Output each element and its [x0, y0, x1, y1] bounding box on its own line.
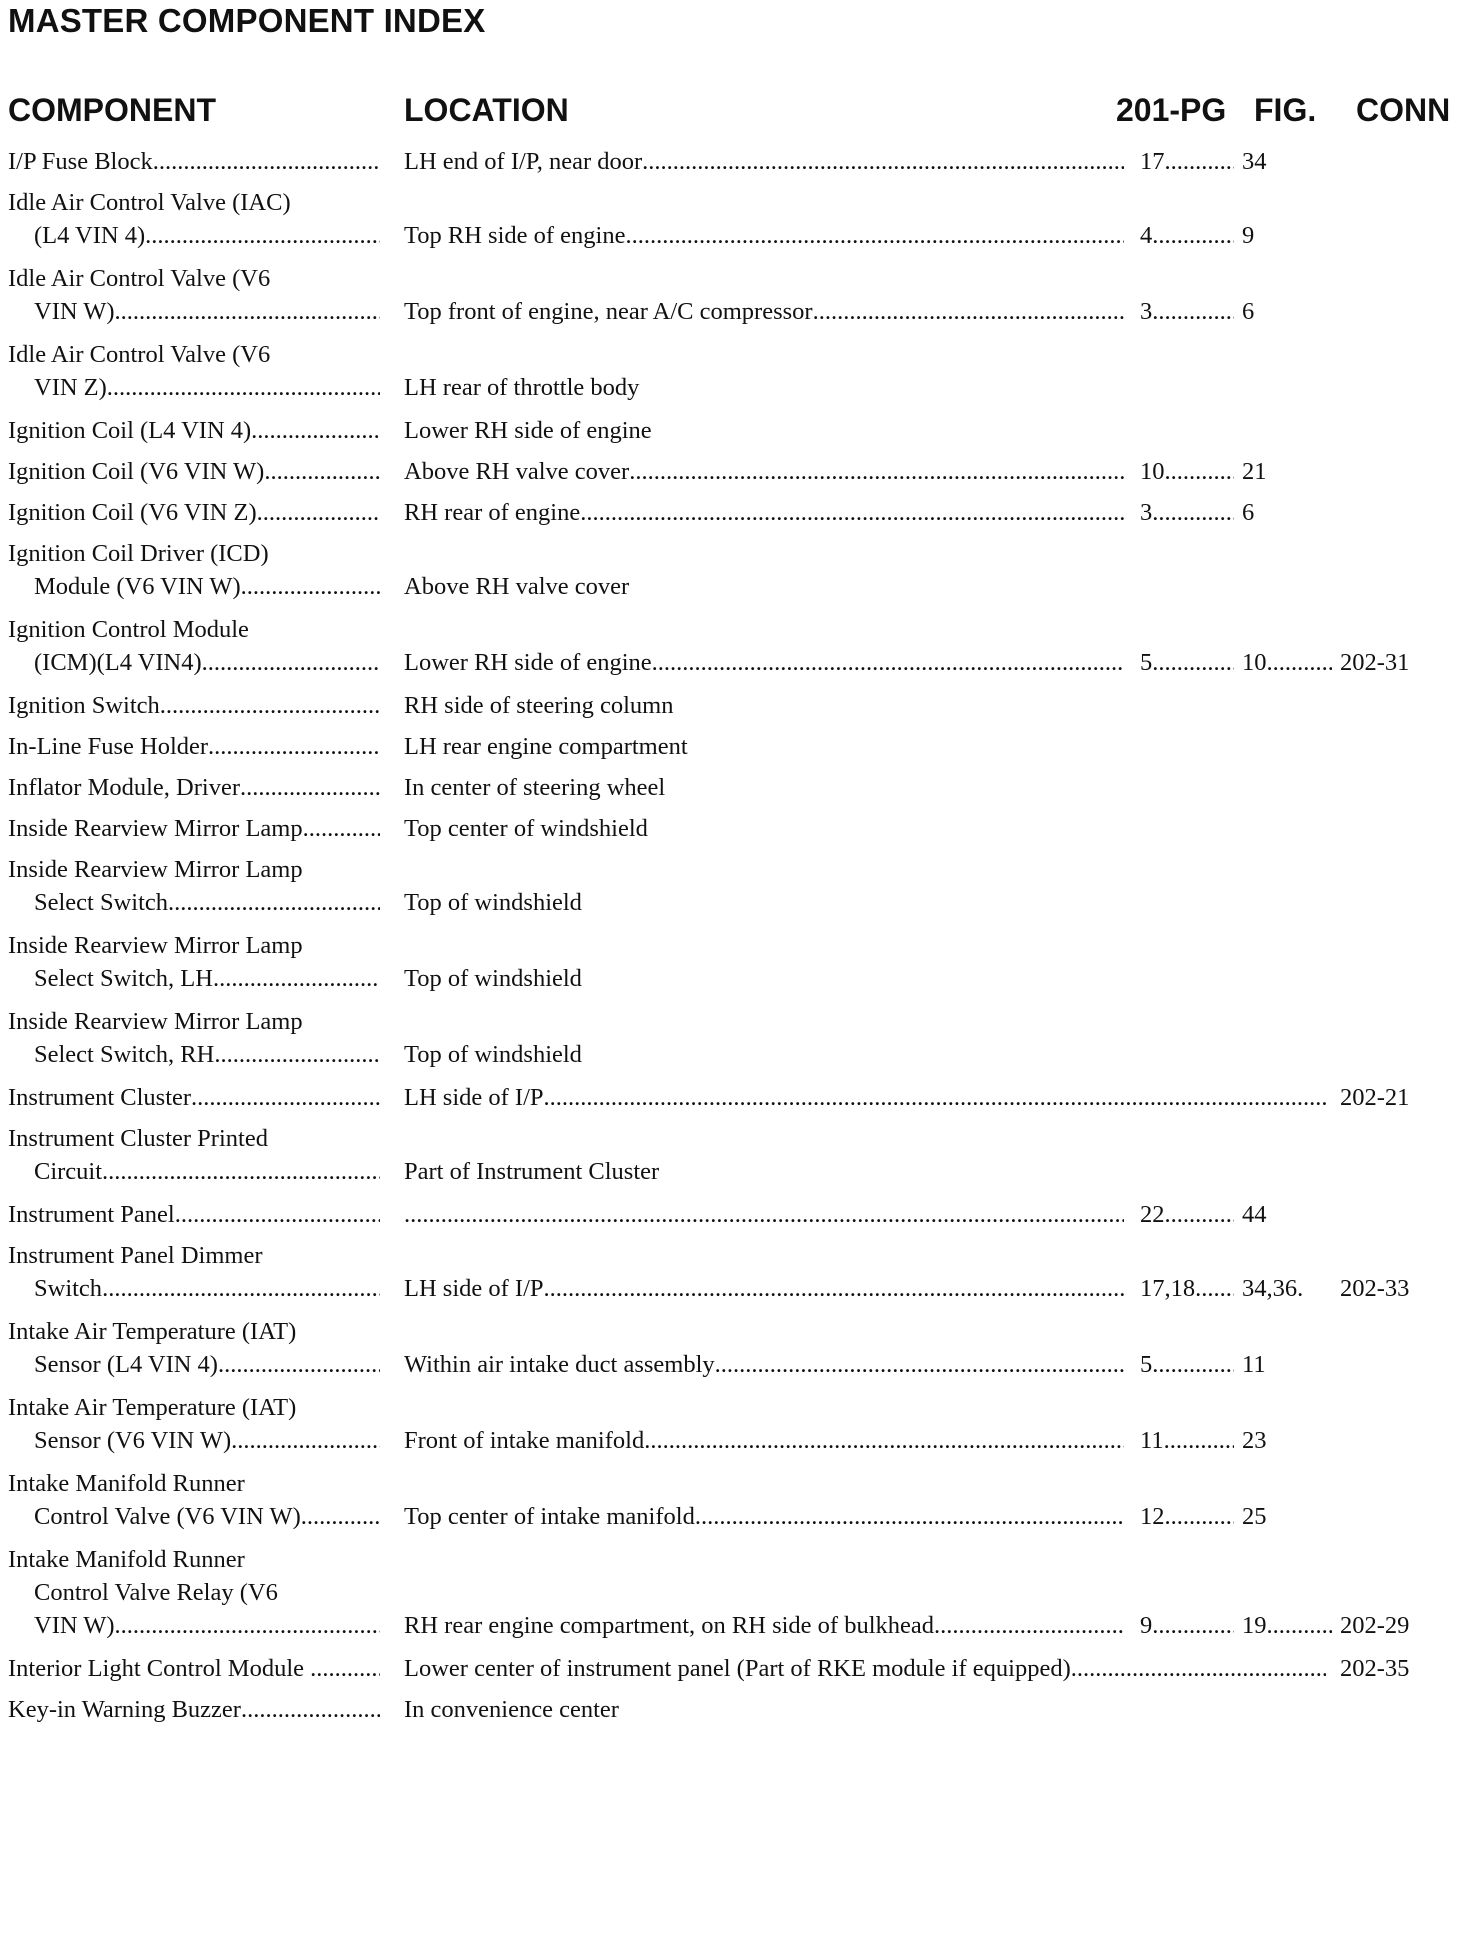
figure-ref: 23 — [1242, 1427, 1267, 1454]
location-cell — [404, 1158, 659, 1186]
component-line: Control Valve (V6 VIN W)... — [34, 1503, 320, 1530]
component-name — [34, 374, 380, 402]
location-text: Above RH valve cover — [404, 458, 630, 485]
location-cell — [404, 573, 629, 601]
dot-leader — [213, 965, 380, 993]
component-name — [34, 298, 380, 326]
figure-ref: 9 — [1242, 222, 1255, 249]
table-row — [0, 1242, 1472, 1308]
component-name — [8, 692, 380, 720]
dot-leader — [264, 458, 380, 486]
column-header-conn: CONN — [1356, 92, 1451, 128]
component-name — [8, 815, 380, 843]
table-row — [0, 1696, 1472, 1729]
table-row — [0, 417, 1472, 450]
dot-leader — [580, 499, 1124, 527]
page-ref: 4 — [1140, 222, 1153, 249]
location-cell — [404, 148, 1124, 176]
component-line: Ignition Control Module — [8, 616, 249, 643]
page-ref: 3 — [1140, 298, 1153, 325]
dot-leader — [191, 1084, 380, 1112]
connector-ref: 202-35 — [1340, 1655, 1410, 1682]
dot-leader — [1152, 649, 1234, 677]
dot-leader — [1152, 298, 1234, 326]
location-cell — [404, 1696, 619, 1724]
table-row — [0, 856, 1472, 922]
page-ref: 11 — [1140, 1427, 1164, 1454]
dot-leader — [544, 1084, 1327, 1112]
component-name — [34, 1612, 380, 1640]
dot-leader — [544, 1275, 1125, 1303]
dot-leader — [231, 1427, 380, 1455]
component-name — [34, 649, 380, 677]
table-row — [0, 1394, 1472, 1460]
component-line: Circuit — [34, 1158, 103, 1185]
component-line: Instrument Panel Dimmer — [8, 1242, 263, 1269]
figure-ref: 19 — [1242, 1612, 1267, 1639]
dot-leader — [160, 692, 380, 720]
table-row — [0, 499, 1472, 532]
dot-leader — [629, 458, 1124, 486]
component-line: Select Switch, RH — [34, 1041, 215, 1068]
location-text: LH end of I/P, near door — [404, 148, 643, 175]
column-header-fig: FIG. — [1254, 92, 1317, 128]
component-line: Ignition Switch — [8, 692, 160, 719]
dot-leader — [102, 1275, 380, 1303]
table-row — [0, 189, 1472, 255]
location-cell — [404, 649, 1124, 677]
location-cell — [404, 889, 582, 917]
location-text: In center of steering wheel — [404, 774, 666, 801]
dot-leader — [240, 774, 380, 802]
component-name — [34, 1503, 380, 1531]
location-text: Top front of engine, near A/C compressor — [404, 298, 813, 325]
location-cell — [404, 733, 688, 761]
location-cell — [404, 298, 1124, 326]
component-line: Key-in Warning Buzzer — [8, 1696, 241, 1723]
dot-leader — [145, 222, 380, 250]
location-text: Within air intake duct assembly — [404, 1351, 715, 1378]
dot-leader — [652, 649, 1124, 677]
component-line: Instrument Cluster Printed — [8, 1125, 268, 1152]
location-text: Top center of intake manifold — [404, 1503, 695, 1530]
dot-leader — [1152, 222, 1234, 250]
location-cell — [404, 1041, 582, 1069]
component-name — [34, 1427, 380, 1455]
dot-leader — [214, 1041, 380, 1069]
component-line: In-Line Fuse Holder — [8, 733, 209, 760]
page-ref-cell — [1140, 649, 1234, 677]
dot-leader — [1071, 1655, 1326, 1683]
figure-ref-cell — [1242, 458, 1267, 486]
component-line: Inside Rearview Mirror Lamp — [8, 1008, 303, 1035]
table-row — [0, 932, 1472, 998]
location-text: Top center of windshield — [404, 815, 648, 842]
component-line: Inflator Module, Driver — [8, 774, 240, 801]
page-ref: 9 — [1140, 1612, 1153, 1639]
component-line: Instrument Panel — [8, 1201, 175, 1228]
dot-leader — [115, 298, 380, 326]
component-line: (ICM)(L4 VIN4) — [34, 649, 202, 676]
component-name — [8, 1201, 380, 1229]
location-cell — [404, 499, 1124, 527]
dot-leader — [1152, 1612, 1234, 1640]
dot-leader — [322, 1655, 380, 1683]
location-text: Part of Instrument Cluster — [404, 1158, 660, 1185]
dot-leader — [1165, 458, 1235, 486]
page-ref: 5 — [1140, 649, 1153, 676]
page-ref-cell — [1140, 458, 1234, 486]
table-row — [0, 1125, 1472, 1191]
component-name — [34, 573, 380, 601]
figure-ref: 10 — [1242, 649, 1267, 676]
table-row — [0, 265, 1472, 331]
figure-ref-cell — [1242, 1612, 1332, 1640]
location-cell — [404, 417, 652, 445]
figure-ref-cell — [1242, 298, 1254, 326]
page-ref-cell — [1140, 1275, 1234, 1303]
table-row — [0, 692, 1472, 725]
component-name — [34, 1041, 380, 1069]
figure-ref-cell — [1242, 499, 1254, 527]
component-line: (L4 VIN 4) — [34, 222, 146, 249]
component-name — [34, 1351, 380, 1379]
dot-leader — [715, 1351, 1124, 1379]
table-row — [0, 1318, 1472, 1384]
page-ref: 17 — [1140, 148, 1165, 175]
location-text: Front of intake manifold — [404, 1427, 645, 1454]
figure-ref: 34 — [1242, 148, 1267, 175]
location-cell — [404, 1275, 1124, 1303]
table-row — [0, 458, 1472, 491]
component-line: Idle Air Control Valve (IAC) — [8, 189, 291, 216]
dot-leader — [1152, 499, 1234, 527]
component-name — [8, 499, 380, 527]
location-cell — [404, 965, 582, 993]
dot-leader — [1152, 1351, 1234, 1379]
connector-ref: 202-29 — [1340, 1612, 1410, 1639]
location-text: LH rear of throttle body — [404, 374, 640, 401]
table-row — [0, 1084, 1472, 1117]
dot-leader — [934, 1612, 1124, 1640]
page-ref-cell — [1140, 1503, 1234, 1531]
page-ref-cell — [1140, 1201, 1234, 1229]
component-line: Switch — [34, 1275, 103, 1302]
location-text: RH rear of engine — [404, 499, 581, 526]
figure-ref: 6 — [1242, 499, 1255, 526]
location-cell — [404, 774, 665, 802]
component-line: Ignition Coil (V6 VIN W) — [8, 458, 265, 485]
figure-ref: 6 — [1242, 298, 1255, 325]
connector-ref: 202-33 — [1340, 1275, 1410, 1302]
connector-ref: 202-31 — [1340, 649, 1410, 676]
component-name — [34, 222, 380, 250]
table-row — [0, 733, 1472, 766]
location-cell — [404, 1612, 1124, 1640]
dot-leader — [102, 1158, 380, 1186]
location-text: In convenience center — [404, 1696, 619, 1723]
dot-leader — [642, 148, 1124, 176]
dot-leader — [695, 1503, 1124, 1531]
figure-ref: 44 — [1242, 1201, 1267, 1228]
dot-leader — [241, 573, 380, 601]
component-name — [34, 1158, 380, 1186]
page-ref-cell — [1140, 1612, 1234, 1640]
table-row — [0, 148, 1472, 181]
location-cell — [404, 1084, 1326, 1112]
component-line: VIN Z) — [34, 374, 107, 401]
component-line: Inside Rearview Mirror Lamp — [8, 815, 303, 842]
component-name — [8, 1655, 380, 1683]
dot-leader — [175, 1201, 380, 1229]
location-text: Lower RH side of engine — [404, 649, 652, 676]
component-line: Intake Manifold Runner — [8, 1546, 245, 1573]
figure-ref-cell — [1242, 1201, 1267, 1229]
table-row — [0, 774, 1472, 807]
component-line: Intake Air Temperature (IAT) — [8, 1318, 297, 1345]
page-ref: 3 — [1140, 499, 1153, 526]
dot-leader — [644, 1427, 1124, 1455]
column-header-component: COMPONENT — [8, 92, 216, 128]
page-ref-cell — [1140, 499, 1234, 527]
location-text: LH side of I/P — [404, 1275, 544, 1302]
location-cell — [404, 815, 648, 843]
figure-ref-cell — [1242, 222, 1254, 250]
page-title: MASTER COMPONENT INDEX — [8, 2, 486, 39]
location-cell — [404, 1201, 1124, 1229]
dot-leader — [107, 374, 380, 402]
dot-leader — [1201, 1275, 1234, 1303]
location-text: Top RH side of engine — [404, 222, 626, 249]
component-line: Select Switch, LH — [34, 965, 213, 992]
table-row — [0, 815, 1472, 848]
dot-leader — [1267, 649, 1333, 677]
dot-leader — [404, 1201, 1124, 1229]
location-cell — [404, 458, 1124, 486]
location-cell — [404, 222, 1124, 250]
component-name — [34, 1275, 380, 1303]
component-name — [8, 148, 380, 176]
component-line: Control Valve Relay (V6 — [34, 1579, 278, 1606]
page-ref-cell — [1140, 1427, 1234, 1455]
component-line: Ignition Coil Driver (ICD) — [8, 540, 269, 567]
figure-ref: 34,36. — [1242, 1275, 1304, 1302]
component-line: Interior Light Control Module .. — [8, 1655, 323, 1682]
page-ref: 12 — [1140, 1503, 1165, 1530]
dot-leader — [319, 1503, 380, 1531]
component-line: Instrument Cluster — [8, 1084, 192, 1111]
component-line: VIN W) — [34, 298, 115, 325]
column-header-location: LOCATION — [404, 92, 569, 128]
dot-leader — [303, 815, 380, 843]
location-text: RH rear engine compartment, on RH side of bulkhead — [404, 1612, 935, 1639]
component-line: Intake Manifold Runner — [8, 1470, 245, 1497]
location-text: LH side of I/P — [404, 1084, 544, 1111]
component-line: Select Switch — [34, 889, 169, 916]
page-ref: 10 — [1140, 458, 1165, 485]
component-line: I/P Fuse Block — [8, 148, 153, 175]
dot-leader — [1267, 1612, 1333, 1640]
component-line: Sensor (V6 VIN W) — [34, 1427, 232, 1454]
figure-ref-cell — [1242, 649, 1332, 677]
table-row — [0, 1201, 1472, 1234]
component-line: Idle Air Control Valve (V6 — [8, 265, 271, 292]
component-name — [8, 458, 380, 486]
column-header-page: 201-PG — [1116, 92, 1227, 128]
component-line: VIN W) — [34, 1612, 115, 1639]
table-row — [0, 1470, 1472, 1536]
component-line: Inside Rearview Mirror Lamp — [8, 856, 303, 883]
location-text: Top of windshield — [404, 1041, 582, 1068]
component-line: Ignition Coil (L4 VIN 4) — [8, 417, 252, 444]
dot-leader — [251, 417, 380, 445]
table-row — [0, 1655, 1472, 1688]
dot-leader — [202, 649, 380, 677]
page-ref-cell — [1140, 222, 1234, 250]
figure-ref-cell — [1242, 148, 1267, 176]
location-text: Lower RH side of engine — [404, 417, 652, 444]
dot-leader — [257, 499, 380, 527]
figure-ref: 11 — [1242, 1351, 1266, 1378]
page-ref: 5 — [1140, 1351, 1153, 1378]
location-cell — [404, 1655, 1326, 1683]
figure-ref-cell — [1242, 1427, 1267, 1455]
dot-leader — [208, 733, 380, 761]
component-line: Ignition Coil (V6 VIN Z) — [8, 499, 257, 526]
dot-leader — [1164, 1427, 1234, 1455]
table-row — [0, 1546, 1472, 1645]
component-name — [8, 774, 380, 802]
location-cell — [404, 374, 639, 402]
table-row — [0, 341, 1472, 407]
component-name — [8, 733, 380, 761]
component-name — [34, 889, 380, 917]
location-cell — [404, 1427, 1124, 1455]
component-line: Module (V6 VIN W) — [34, 573, 241, 600]
dot-leader — [625, 222, 1124, 250]
figure-ref-cell — [1242, 1503, 1267, 1531]
location-text: Top of windshield — [404, 965, 582, 992]
location-text: Above RH valve cover — [404, 573, 630, 600]
component-line: Idle Air Control Valve (V6 — [8, 341, 271, 368]
table-row — [0, 1008, 1472, 1074]
dot-leader — [115, 1612, 380, 1640]
figure-ref-cell — [1242, 1275, 1332, 1303]
location-cell — [404, 692, 673, 720]
dot-leader — [218, 1351, 380, 1379]
location-text: LH rear engine compartment — [404, 733, 688, 760]
dot-leader — [813, 298, 1124, 326]
location-text: RH side of steering column — [404, 692, 674, 719]
dot-leader — [241, 1696, 380, 1724]
dot-leader — [168, 889, 380, 917]
page-ref-cell — [1140, 298, 1234, 326]
figure-ref-cell — [1242, 1351, 1266, 1379]
component-line: Inside Rearview Mirror Lamp — [8, 932, 303, 959]
component-line: Sensor (L4 VIN 4) — [34, 1351, 218, 1378]
page-ref: 22 — [1140, 1201, 1165, 1228]
component-name — [8, 1696, 380, 1724]
location-text: Lower center of instrument panel (Part of RKE module if equipped) — [404, 1655, 1071, 1682]
component-line: Intake Air Temperature (IAT) — [8, 1394, 297, 1421]
connector-ref: 202-21 — [1340, 1084, 1410, 1111]
dot-leader — [1165, 1201, 1235, 1229]
table-row — [0, 540, 1472, 606]
location-text: Top of windshield — [404, 889, 582, 916]
page-ref-cell — [1140, 1351, 1234, 1379]
dot-leader — [1165, 1503, 1235, 1531]
page-ref-cell — [1140, 148, 1234, 176]
dot-leader — [1165, 148, 1235, 176]
figure-ref: 21 — [1242, 458, 1267, 485]
location-cell — [404, 1503, 1124, 1531]
location-cell — [404, 1351, 1124, 1379]
figure-ref: 25 — [1242, 1503, 1267, 1530]
component-name — [8, 417, 380, 445]
component-name — [34, 965, 380, 993]
page-ref: 17,18. — [1140, 1275, 1202, 1302]
component-name — [8, 1084, 380, 1112]
table-row — [0, 616, 1472, 682]
dot-leader — [153, 148, 380, 176]
